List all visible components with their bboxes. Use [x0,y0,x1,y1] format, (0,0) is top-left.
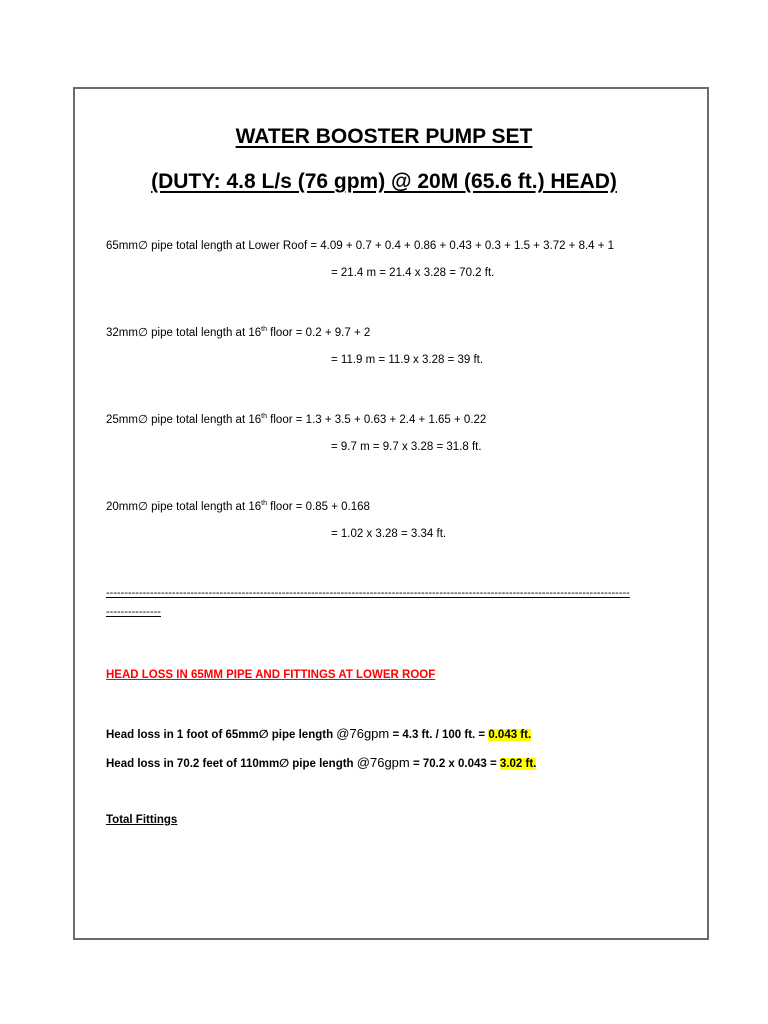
dashed-divider-tail: --------------- [106,606,161,618]
pipe-20mm-label: 20mm∅ pipe total length at 16 [106,501,262,513]
pipe-32mm-floor: floor [266,327,293,339]
pipe-65mm-row [106,238,614,252]
floor-ordinal: th [261,326,267,334]
head-loss-2-gpm: @76gpm [356,755,410,770]
pipe-32mm-formula: = 0.2 + 9.7 + 2 [295,327,371,339]
head-loss-1-middle: = 4.3 ft. / 100 ft. = [389,729,489,741]
pipe-20mm-floor: floor [266,501,293,513]
document-title: WATER BOOSTER PUMP SET [235,125,533,148]
head-loss-row-2 [106,755,536,770]
head-loss-row-1 [106,726,531,741]
pipe-20mm-result: = 1.02 x 3.28 = 3.34 ft. [331,528,447,540]
pipe-65mm-result: = 21.4 m = 21.4 x 3.28 = 70.2 ft. [331,267,495,279]
pipe-20mm-row [106,499,370,513]
total-fittings-heading: Total Fittings [106,814,178,826]
pipe-25mm-label: 25mm∅ pipe total length at 16 [106,414,262,426]
pipe-20mm-formula: = 0.85 + 0.168 [295,501,370,513]
head-loss-1-prefix: Head loss in 1 foot of 65mm∅ pipe length [106,729,337,741]
head-loss-2-middle: = 70.2 x 0.043 = [409,758,500,770]
floor-ordinal: th [261,413,267,421]
pipe-32mm-label: 32mm∅ pipe total length at 16 [106,327,262,339]
pipe-25mm-row [106,412,486,426]
pipe-65mm-formula: = 4.09 + 0.7 + 0.4 + 0.86 + 0.43 + 0.3 + 1.5 + 3.72 + 8.4 + 1 [310,240,615,252]
head-loss-2-prefix: Head loss in 70.2 feet of 110mm∅ pipe length [106,758,357,770]
dashed-divider: ----------------------------------------------------------------------------------------------------------------------------------------------- [106,587,630,599]
pipe-32mm-row [106,325,370,339]
pipe-65mm-label: 65mm∅ pipe total length at Lower Roof [106,240,308,252]
section-heading: HEAD LOSS IN 65MM PIPE AND FITTINGS AT LOWER ROOF [106,669,436,681]
head-loss-1-value: 0.043 ft. [488,729,532,741]
head-loss-1-gpm: @76gpm [336,726,390,741]
head-loss-2-value: 3.02 ft. [499,758,537,770]
pipe-32mm-result: = 11.9 m = 11.9 x 3.28 = 39 ft. [331,354,484,366]
floor-ordinal: th [261,500,267,508]
pipe-25mm-formula: = 1.3 + 3.5 + 0.63 + 2.4 + 1.65 + 0.22 [295,414,487,426]
page-border [73,87,709,940]
pipe-25mm-result: = 9.7 m = 9.7 x 3.28 = 31.8 ft. [331,441,482,453]
pipe-25mm-floor: floor [266,414,293,426]
document-subtitle: (DUTY: 4.8 L/s (76 gpm) @ 20M (65.6 ft.) HEAD) [151,170,617,193]
